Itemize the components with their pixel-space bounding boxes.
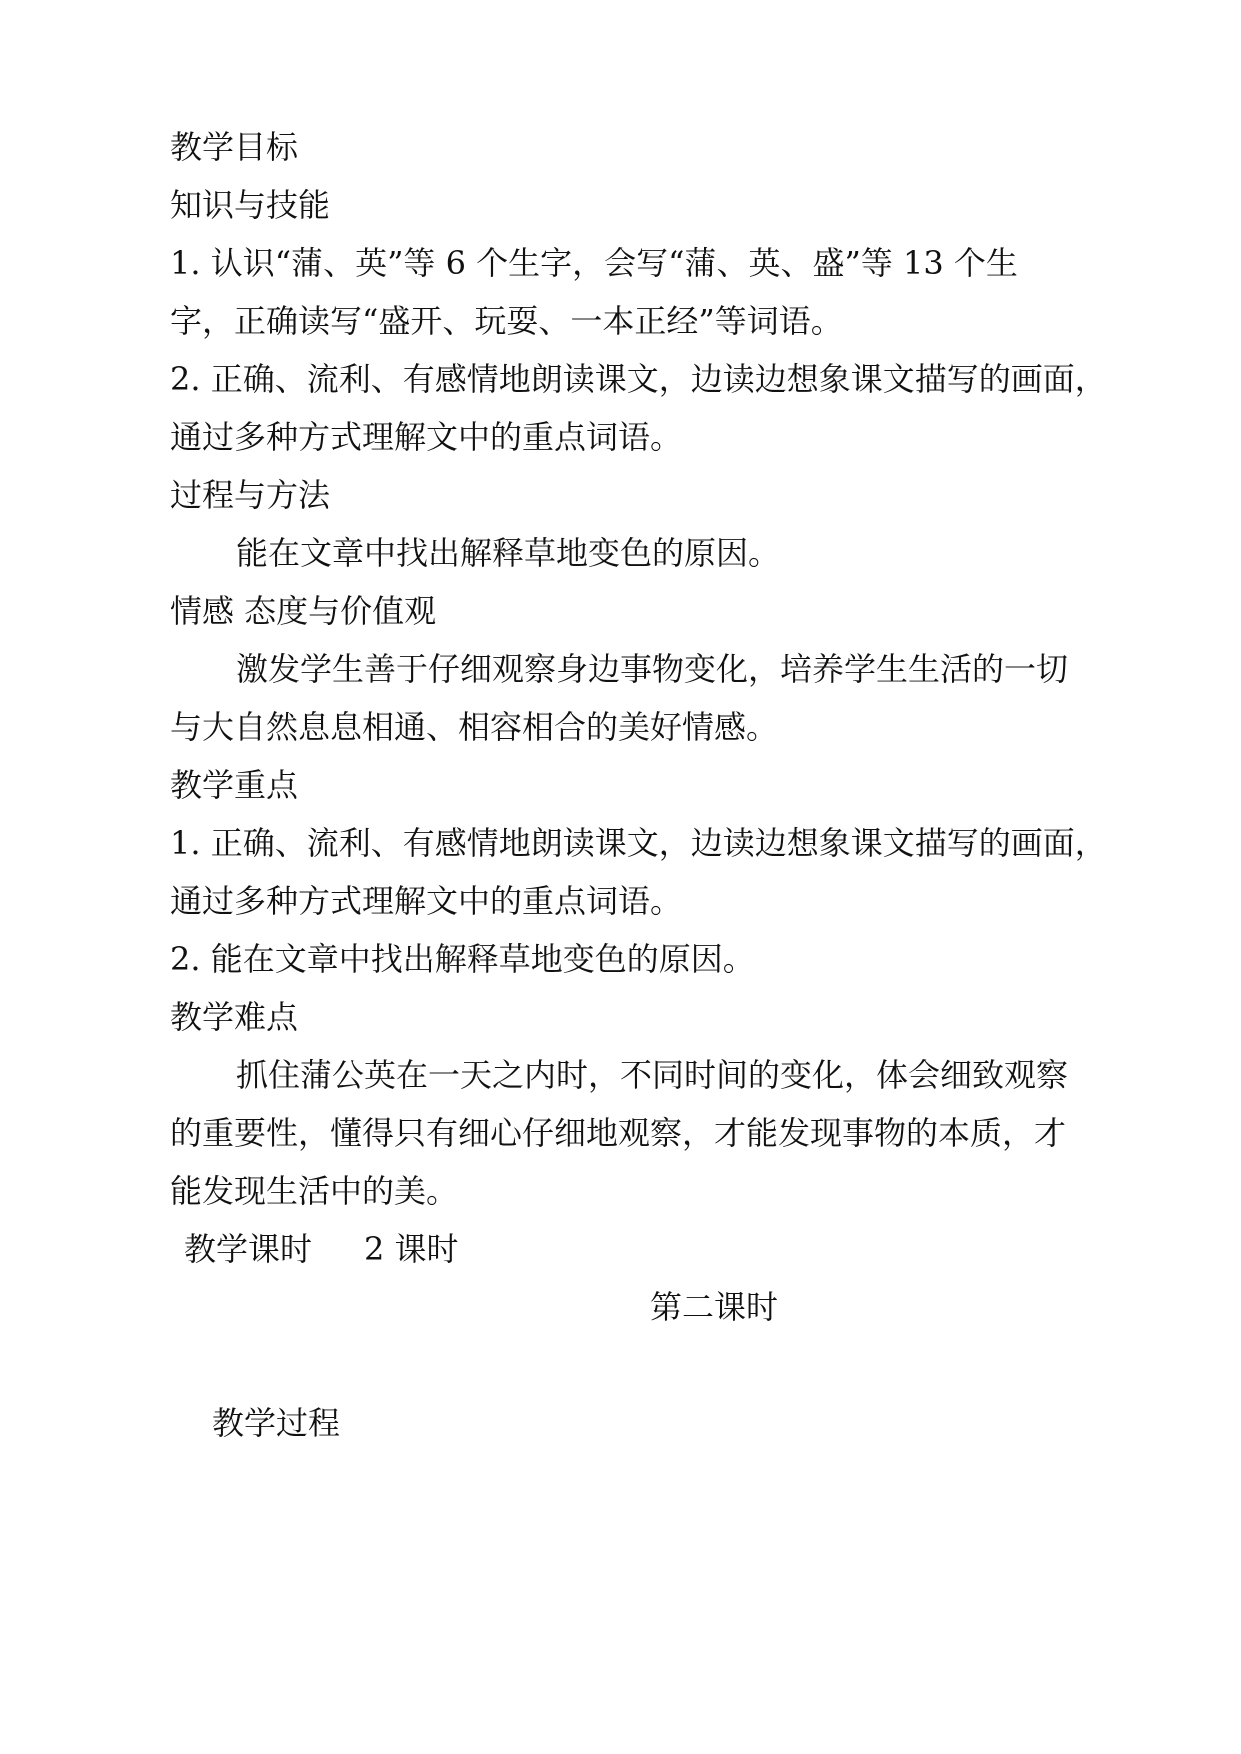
objective-1-line-2: 字，正确读写“盛开、玩耍、一本正经”等词语。 (170, 302, 843, 340)
objective-2-line-1: 2. 正确、流利、有感情地朗读课文，边读边想象课文描写的画面， (170, 360, 1107, 398)
emotion-values-line-1: 激发学生善于仔细观察身边事物变化，培养学生生活的一切 (236, 650, 1069, 688)
heading-teaching-objectives: 教学目标 (170, 128, 299, 166)
lesson-hours-label: 教学课时 (184, 1230, 313, 1268)
difficulties-line-3: 能发现生活中的美。 (170, 1172, 459, 1210)
subheading-knowledge-skills: 知识与技能 (170, 186, 331, 224)
difficulties-line-1: 抓住蒲公英在一天之内时，不同时间的变化，体会细致观察 (236, 1056, 1069, 1094)
process-methods-text: 能在文章中找出解释草地变色的原因。 (236, 534, 781, 572)
objective-2-line-2: 通过多种方式理解文中的重点词语。 (170, 418, 683, 456)
subheading-process-methods: 过程与方法 (170, 476, 331, 514)
lesson-hours-row (184, 1229, 1124, 1269)
heading-teaching-process: 教学过程 (212, 1404, 341, 1442)
heading-difficulties: 教学难点 (170, 998, 299, 1036)
emotion-values-line-2: 与大自然息息相通、相容相合的美好情感。 (170, 708, 779, 746)
key-point-2: 2. 能在文章中找出解释草地变色的原因。 (170, 940, 755, 978)
lesson-hours-value: 2 课时 (364, 1230, 459, 1268)
key-point-1-line-1: 1. 正确、流利、有感情地朗读课文，边读边想象课文描写的画面， (170, 824, 1107, 862)
objective-1-line-1: 1. 认识“蒲、英”等 6 个生字，会写“蒲、英、盛”等 13 个生 (170, 244, 1018, 282)
section-title: 第二课时 (650, 1288, 779, 1326)
key-point-1-line-2: 通过多种方式理解文中的重点词语。 (170, 882, 683, 920)
difficulties-line-2: 的重要性，懂得只有细心仔细地观察，才能发现事物的本质，才 (170, 1114, 1067, 1152)
subheading-emotion-values: 情感 态度与价值观 (170, 592, 437, 630)
heading-key-points: 教学重点 (170, 766, 299, 804)
